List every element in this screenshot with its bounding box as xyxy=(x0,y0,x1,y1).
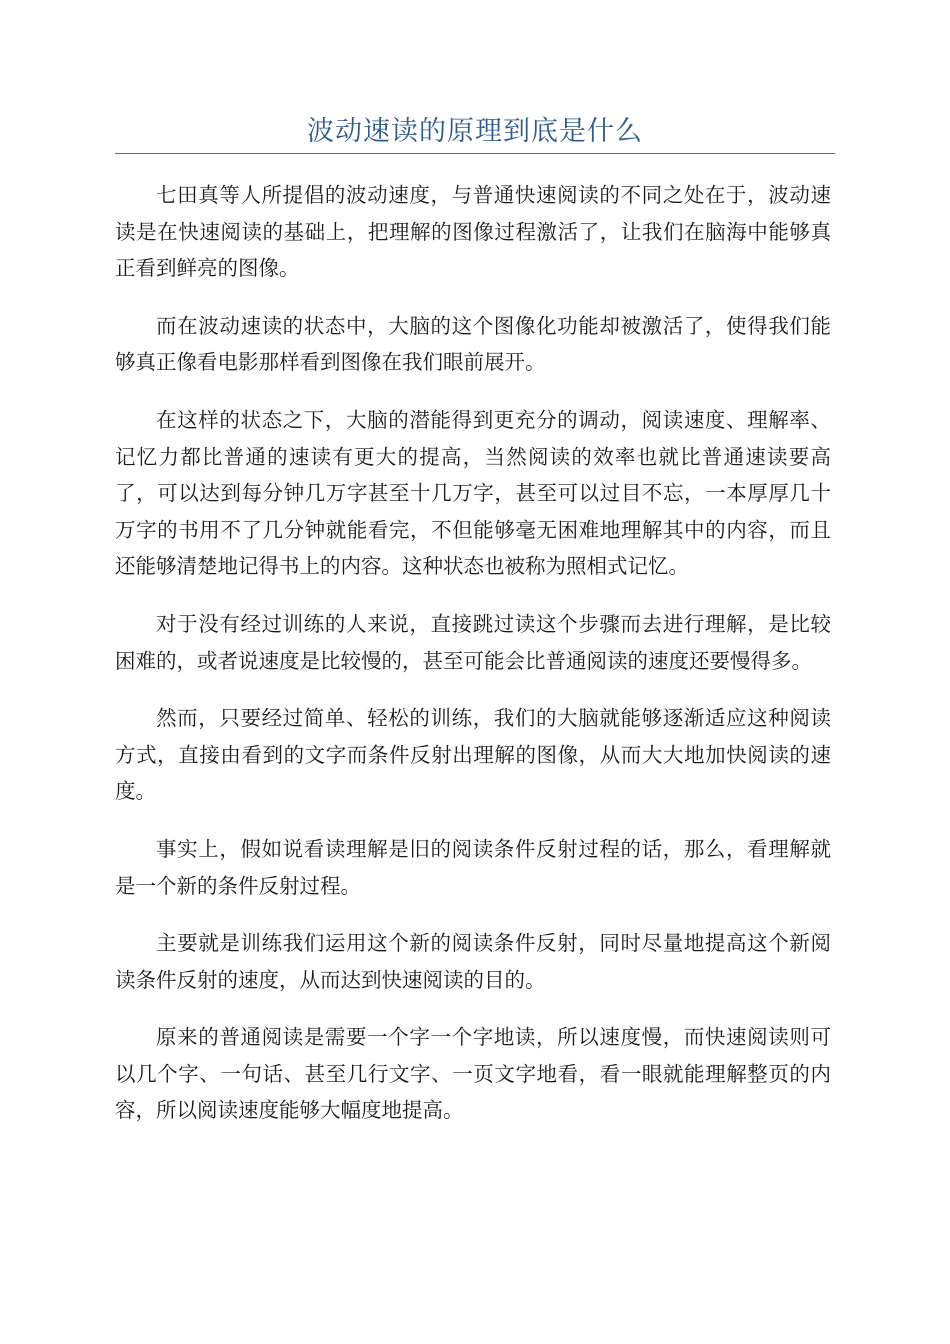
paragraph-3: 在这样的状态之下，大脑的潜能得到更充分的调动，阅读速度、理解率、记忆力都比普通的速读有更大的提高，当然阅读的效率也就比普通速读要高了，可以达到每分钟几万字甚至十几万字，甚至可以过目不忘，一本厚厚几十万字的书用不了几分钟就能看完，不但能够毫无困难地理解其中的内容，而且还能够清楚地记得书上的内容。这种状态也被称为照相式记忆。 xyxy=(115,407,831,579)
title-underline xyxy=(115,153,835,154)
paragraph-6: 事实上，假如说看读理解是旧的阅读条件反射过程的话，那么，看理解就是一个新的条件反射过程。 xyxy=(115,836,831,898)
document-body xyxy=(115,177,831,1150)
document-title: 波动速读的原理到底是什么 xyxy=(307,116,643,147)
paragraph-5: 然而，只要经过简单、轻松的训练，我们的大脑就能够逐渐适应这种阅读方式，直接由看到的文字而条件反射出理解的图像，从而大大地加快阅读的速度。 xyxy=(115,706,831,804)
paragraph-4: 对于没有经过训练的人来说，直接跳过读这个步骤而去进行理解，是比较困难的，或者说速度是比较慢的，甚至可能会比普通阅读的速度还要慢得多。 xyxy=(115,611,831,673)
paragraph-2: 而在波动速读的状态中，大脑的这个图像化功能却被激活了，使得我们能够真正像看电影那样看到图像在我们眼前展开。 xyxy=(115,313,831,375)
paragraph-7: 主要就是训练我们运用这个新的阅读条件反射，同时尽量地提高这个新阅读条件反射的速度，从而达到快速阅读的目的。 xyxy=(115,931,831,992)
paragraph-1: 七田真等人所提倡的波动速度，与普通快速阅读的不同之处在于，波动速读是在快速阅读的基础上，把理解的图像过程激活了，让我们在脑海中能够真正看到鲜亮的图像。 xyxy=(115,183,831,281)
paragraph-8: 原来的普通阅读是需要一个字一个字地读，所以速度慢，而快速阅读则可以几个字、一句话、甚至几行文字、一页文字地看，看一眼就能理解整页的内容，所以阅读速度能够大幅度地提高。 xyxy=(115,1025,831,1123)
